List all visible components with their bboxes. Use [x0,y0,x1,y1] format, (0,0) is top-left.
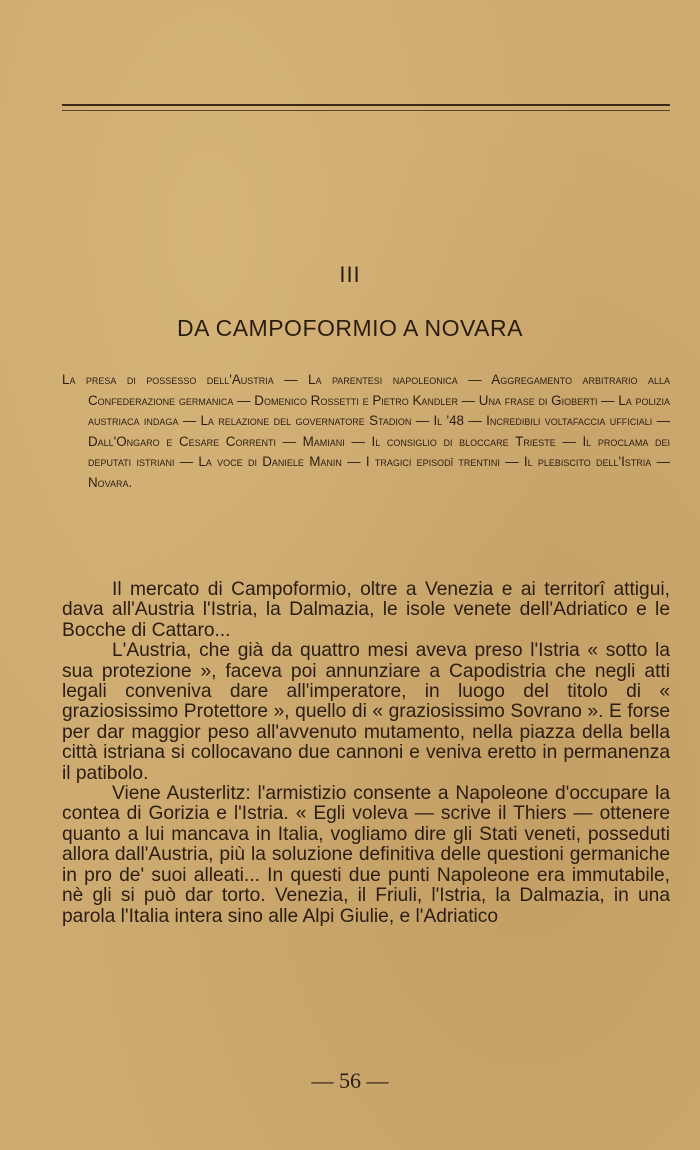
paragraph: Viene Austerlitz: l'armistizio consente a Napoleone d'occupare la contea di Gorizia e l'Istria. « Egli voleva — scrive il Thiers — ottenere quanto a lui mancava in Italia, vogliamo dire gli Stati veneti, posseduti allora dall'Austria, più la soluzione definitiva delle questioni germaniche in pro de' suoi alleati... In questi due punti Napoleone era immutabile, nè gli si può dar torto. Venezia, il Friuli, l'Istria, la Dalmazia, in una parola l'Italia intera sino alle Alpi Giulie, e l'Adriatico [62,783,670,927]
page-number: — 56 — [311,1068,389,1093]
chapter-number: III [339,262,361,287]
chapter-title: DA CAMPOFORMIO A NOVARA [177,315,523,341]
paragraph: Il mercato di Campoformio, oltre a Venezia e ai territorî attigui, dava all'Austria l'Istria, la Dalmazia, le isole venete dell'Adriatico e le Bocche di Cattaro... [62,579,670,641]
header-rule-thin [62,110,670,111]
chapter-summary: La presa di possesso dell'Austria — La parentesi napoleonica — Aggregamento arbitrario alla Confederazione germanica — Domenico Rossetti e Pietro Kandler — Una frase di Gioberti — La polizia austriaca indaga — La relazione del governatore Stadion — Il '48 — Incredibili voltafaccia ufficiali — Dall'Ongaro e Cesare Correnti — Mamiani — Il consiglio di bloccare Trieste — Il proclama dei deputati istriani — La voce di Daniele Manin — I tragici episodî trentini — Il plebiscito dell'Istria — Novara. [62,372,670,490]
header-rule-thick [62,104,670,106]
paragraph: L'Austria, che già da quattro mesi aveva preso l'Istria « sotto la sua protezione », faceva poi annunziare a Capodistria che negli atti legali conveniva dare all'imperatore, in luogo del titolo di « graziosissimo Protettore », quello di « graziosissimo Sovrano ». E forse per dar maggior peso all'avvenuto mutamento, nella piazza della bella città istriana si collocavano due cannoni e veniva eretto in permanenza il patibolo. [62,640,670,784]
body-text [62,580,670,927]
